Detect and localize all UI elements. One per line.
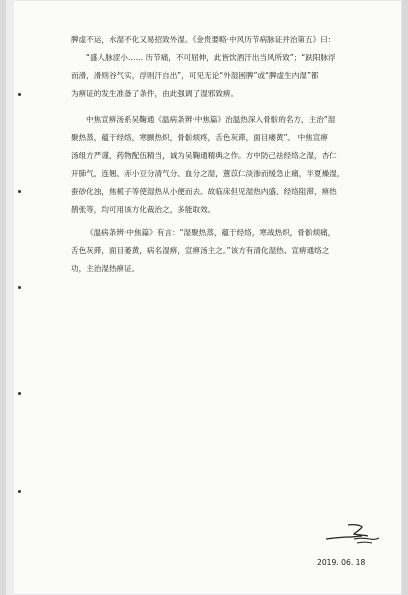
handwritten-signature [324,521,380,551]
text-line: “盛人脉涩小…… 历节痛，不可屈伸，此皆饮酒汗出当风所致”；“趺阳脉浮 [86,53,336,62]
text-line: 中焦宣痹汤系吴鞠通《温病条辨·中焦篇》治温热深入骨骱的名方，主治“湿 [86,115,336,124]
scan-edge [6,0,14,595]
text-line: 功，主治湿热痹证。 [71,264,140,273]
binding-hole-mark [18,490,21,493]
binding-hole-mark [18,392,21,395]
text-line: 而滑，滑则谷气实，浮则汗自出”，可见无论“外湿困脾”或“脾虚生内湿”都 [71,71,319,80]
binding-hole-mark [18,93,21,96]
text-line: 开肺气，连翘、赤小豆分清气分、血分之湿，薏苡仁淡渗而缓急止痛，半夏燥湿， [71,169,345,178]
text-line: 汤组方严谨，药物配伍精当，诚为吴鞠通精典之作。方中防己祛经络之湿，杏仁 [71,151,337,160]
binding-hole-mark [18,190,21,193]
text-line: 舌色灰滞，面目萎黄，病名湿痹，宣痹汤主之。”该方有清化湿热、宣痹通络之 [71,246,330,255]
document-body [71,31,359,278]
document-page [6,0,402,595]
text-line: 鹊张等，均可用该方化裁治之，多能取效。 [71,205,216,214]
document-date: 2019. 06. 18 [317,558,366,567]
text-line: 《温病条辨·中焦篇》有言：“湿聚热蒸，蕴于经络，寒战热炽，骨骱烦痛， [86,228,336,237]
text-line: 为痹证的发生准备了条件，由此强调了湿邪致痹。 [71,89,239,98]
text-line: 脾虚不运，水湿不化又易招致外湿。《金贵要略·中风历节病脉证并治第五》曰： [71,35,336,44]
binding-hole-mark [18,286,21,289]
text-line: 聚热蒸，蕴于经络，寒颤热炽，骨骱烦疼，舌色灰滞，面目痿黄”。 中焦宣痹 [71,133,328,142]
paragraph-2 [71,111,359,219]
text-line: 蚕砂化浊，焦栀子等使湿热从小便而去。故临床但见湿热内盛、经络阻滞、痹热 [71,187,337,196]
paragraph-3 [71,224,359,278]
paragraph-1 [71,31,359,103]
